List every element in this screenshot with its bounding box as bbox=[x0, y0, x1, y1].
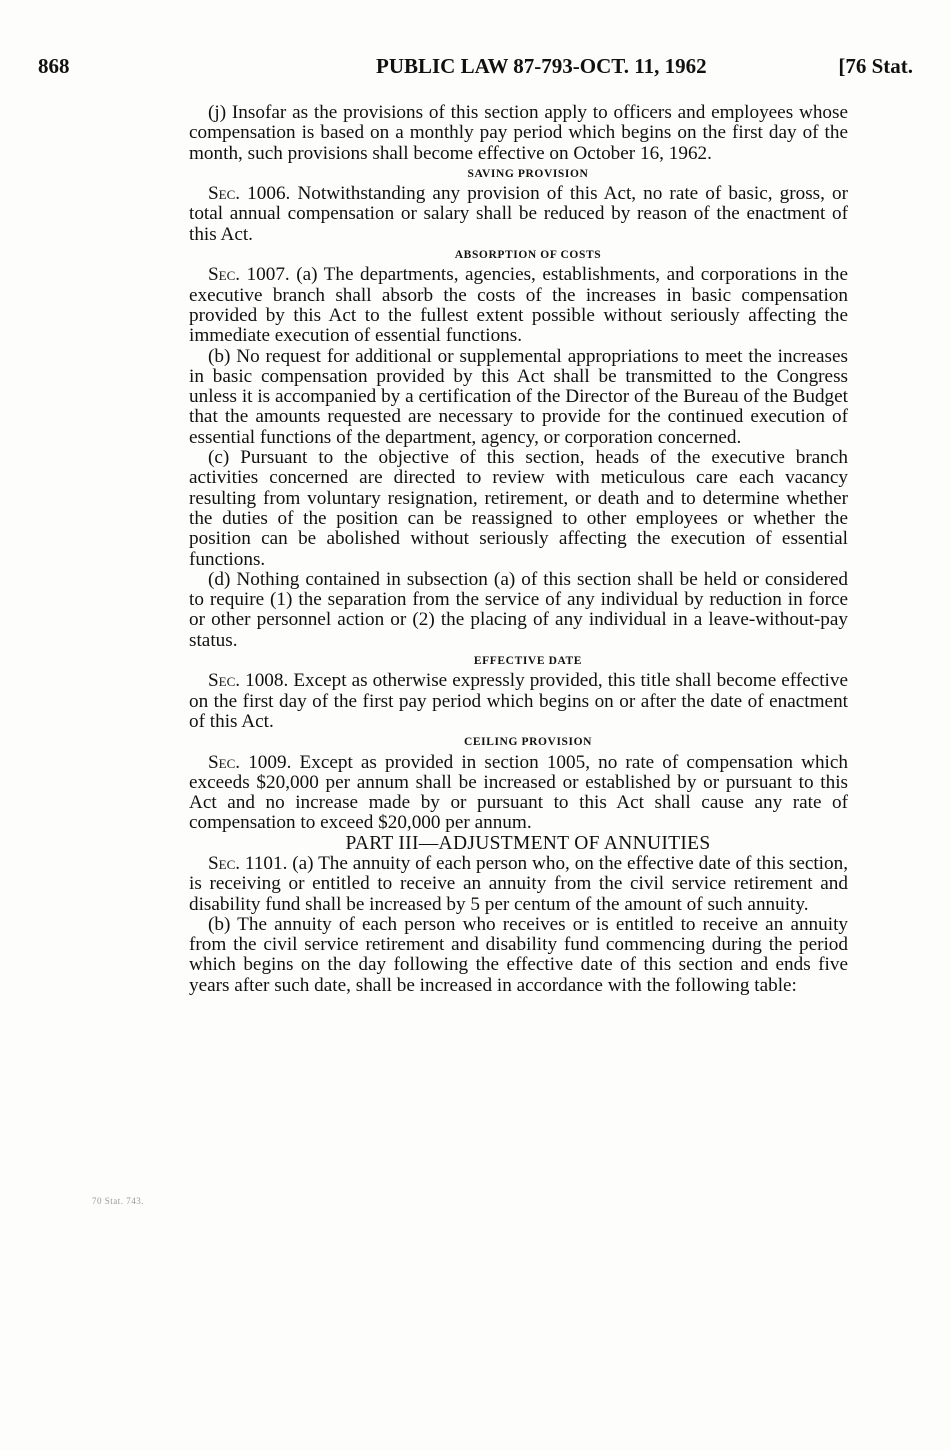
sec-1101b-paragraph: (b) The annuity of each person who receives or is entitled to receive an annuity from the civil service retirement and disability fund commencing during the period which begins on the day following the effective date of this section and ends five years after such date, shall be increased in accordance with the following table: bbox=[189, 913, 848, 996]
saving-provision-heading: SAVING PROVISION bbox=[467, 167, 589, 180]
sec-1101a-paragraph bbox=[189, 854, 848, 915]
sec-1009-text: Except as provided in section 1005, no rate of compensation which exceeds $20,000 per annum shall be increased or established by or pursuant to this Act and no increase made by or pursuant to this Act shall cause any rate of compensation to exceed $20,000 per annum. bbox=[189, 751, 848, 834]
effective-date-heading: EFFECTIVE DATE bbox=[473, 655, 583, 668]
sec-1007c-paragraph: (c) Pursuant to the objective of this section, heads of the executive branch activities concerned are directed to review with meticulous care each vacancy resulting from voluntary resignation, retirement, or death and to determine whether the duties of the position can be reassigned to other employees or whether the position can be abolished without seriously affecting the execution of essential functions. bbox=[189, 447, 848, 570]
ceiling-provision-heading: CEILING PROVISION bbox=[463, 736, 593, 749]
section-j-paragraph: (j) Insofar as the provisions of this section apply to officers and employees whose compensation is based on a monthly pay period which begins on the first day of the month, such provisions shall become effective on October 16, 1962. bbox=[189, 102, 848, 164]
sec-1007a-text: (a) The departments, agencies, establishments, and corporations in the executive branch shall absorb the costs of the increases in basic compensation provided by this Act to the fullest extent possible without seriously affecting the immediate execution of essential functions. bbox=[189, 264, 848, 347]
statute-reference: [76 Stat. bbox=[838, 54, 913, 78]
page-header bbox=[38, 54, 913, 84]
absorption-heading: ABSORPTION OF COSTS bbox=[454, 249, 602, 262]
part-iii-title: PART III—ADJUSTMENT OF ANNUITIES bbox=[345, 832, 711, 854]
sec-1101a-text: (a) The annuity of each person who, on the effective date of this section, is receiving or entitled to receive an annuity from the civil service retirement and disability fund shall be increased by 5 per centum of the amount of such annuity. bbox=[189, 852, 849, 915]
sec-1008-text: Except as otherwise expressly provided, this title shall become effective on the first day of the first pay period which begins on or after the date of enactment of this Act. bbox=[189, 670, 849, 732]
law-title: PUBLIC LAW 87-793-OCT. 11, 1962 bbox=[376, 54, 707, 78]
sec-1008-paragraph bbox=[189, 671, 848, 732]
sec-1006-paragraph bbox=[189, 184, 848, 245]
sec-1006-label: Sec. 1006. bbox=[208, 183, 291, 205]
body-text bbox=[189, 103, 848, 996]
page-number: 868 bbox=[38, 54, 70, 78]
sec-1008-label: Sec. 1008. bbox=[208, 670, 289, 692]
sec-1009-paragraph bbox=[189, 753, 848, 834]
sec-1009-label: Sec. 1009. bbox=[208, 751, 292, 773]
sec-1007b-paragraph: (b) No request for additional or supplemental appropriations to meet the increases in basic compensation provided by this Act shall be transmitted to the Congress unless it is accompanied by a certification of the Director of the Bureau of the Budget that the amounts requested are necessary to provide for the continued execution of essential functions of the department, agency, or corporation concerned. bbox=[189, 345, 848, 448]
sec-1007a-paragraph bbox=[189, 265, 848, 346]
sec-1007d-paragraph: (d) Nothing contained in subsection (a) of this section shall be held or considered to require (1) the separation from the service of any individual by reduction in force or other personnel action or (2) the placing of any individual in a leave-without-pay status. bbox=[189, 568, 848, 651]
sec-1007-label: Sec. 1007. bbox=[208, 264, 290, 286]
sec-1101-label: Sec. 1101. bbox=[208, 852, 288, 874]
margin-citation: 70 Stat. 743. bbox=[92, 1196, 145, 1206]
sec-1006-text: Notwithstanding any provision of this Act, no rate of basic, gross, or total annual compensation or salary shall be reduced by reason of the enactment of this Act. bbox=[189, 183, 848, 245]
